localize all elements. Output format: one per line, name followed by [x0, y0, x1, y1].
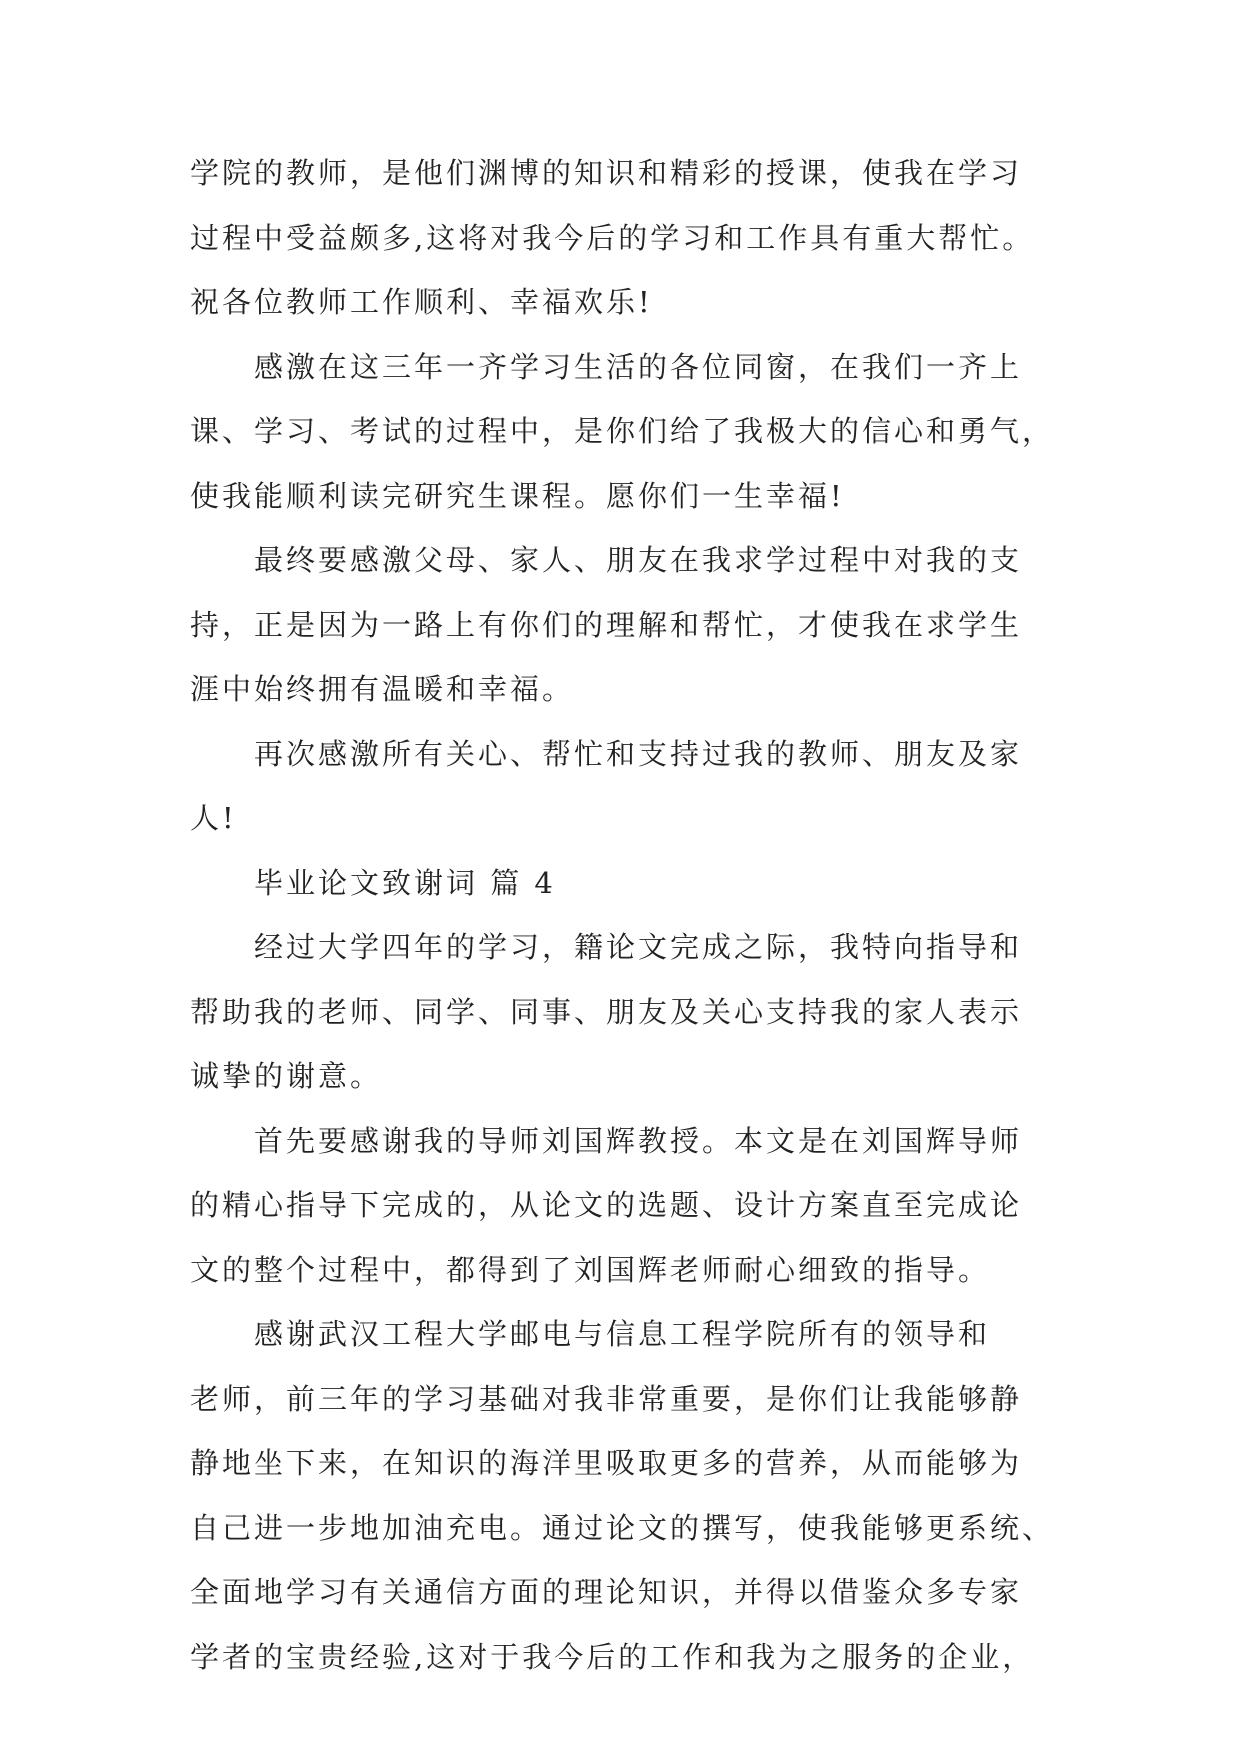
text-line: 涯中始终拥有温暖和幸福。: [190, 672, 575, 706]
text-line: 过程中受益颇多,这将对我今后的学习和工作具有重大帮忙。: [190, 220, 1035, 255]
text-line: 静地坐下来，在知识的海洋里吸取更多的营养，从而能够为: [190, 1446, 1023, 1480]
document-body: [190, 158, 1070, 1706]
paragraph-start-line: 经过大学四年的学习，籍论文完成之际，我特向指导和: [254, 930, 1023, 964]
paragraph-start-line: 最终要感激父母、家人、朋友在我求学过程中对我的支: [254, 543, 1023, 577]
text-line: 持，正是因为一路上有你们的理解和帮忙，才使我在求学生: [190, 607, 1023, 642]
text-line: 课、学习、考试的过程中，是你们给了我极大的信心和勇气，: [190, 414, 1055, 448]
paragraph-start-line: 首先要感谢我的导师刘国辉教授。本文是在刘国辉导师: [254, 1123, 1023, 1158]
text-line: 全面地学习有关通信方面的理论知识，并得以借鉴众多专家: [190, 1575, 1023, 1609]
text-line: 使我能顺利读完研究生课程。愿你们一生幸福!: [190, 478, 845, 513]
text-line: 祝各位教师工作顺利、幸福欢乐!: [190, 285, 653, 319]
text-line: 的精心指导下完成的，从论文的选题、设计方案直至完成论: [190, 1188, 1023, 1222]
text-line: 自己进一步地加油充电。通过论文的撰写，使我能够更系统、: [190, 1510, 1055, 1545]
section-heading: 毕业论文致谢词 篇 4: [254, 865, 556, 900]
paragraph-start-line: 再次感激所有关心、帮忙和支持过我的教师、朋友及家: [254, 736, 1023, 771]
paragraph-start-line: 感激在这三年一齐学习生活的各位同窗，在我们一齐上: [254, 349, 1023, 384]
text-line: 诚挚的谢意。: [190, 1059, 383, 1093]
text-line: 学院的教师，是他们渊博的知识和精彩的授课，使我在学习: [190, 156, 1023, 190]
text-line: 老师，前三年的学习基础对我非常重要，是你们让我能够静: [190, 1381, 1023, 1416]
text-line: 文的整个过程中，都得到了刘国辉老师耐心细致的指导。: [190, 1252, 991, 1287]
paragraph-start-line: 感谢武汉工程大学邮电与信息工程学院所有的领导和: [254, 1317, 991, 1351]
text-line: 人!: [190, 801, 237, 835]
text-line: 帮助我的老师、同学、同事、朋友及关心支持我的家人表示: [190, 994, 1023, 1029]
text-line: 学者的宝贵经验,这对于我今后的工作和我为之服务的企业，: [190, 1639, 1035, 1674]
